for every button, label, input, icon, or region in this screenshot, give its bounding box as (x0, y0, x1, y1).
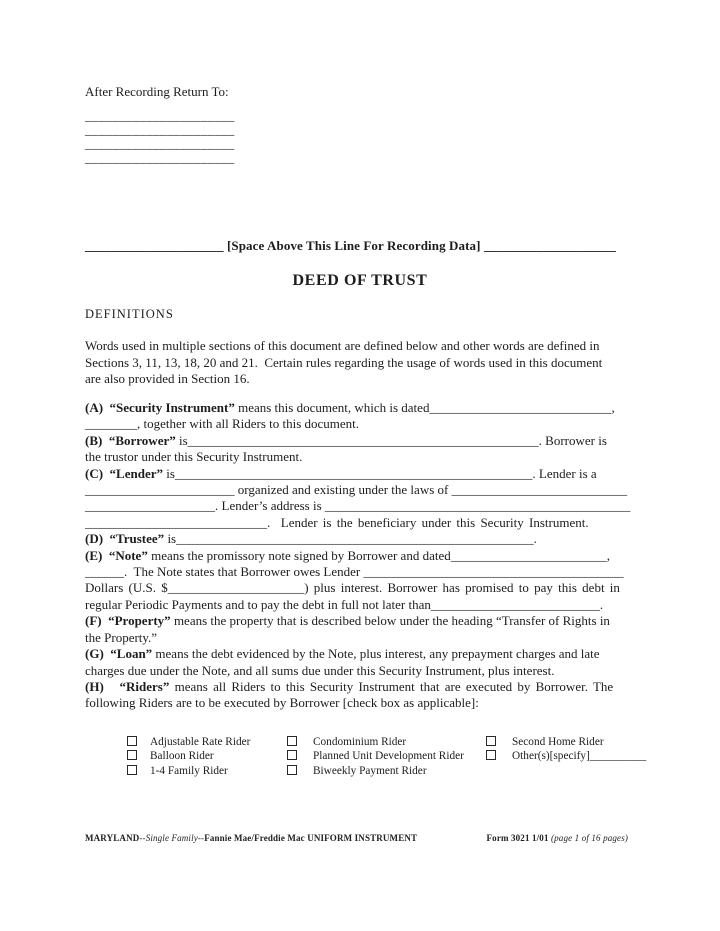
definition-line-a2 (85, 416, 647, 432)
rider-label: Adjustable Rate Rider (150, 736, 251, 748)
rider-row (486, 735, 646, 749)
return-to-block (85, 84, 235, 165)
definition-text: ________, together with all Riders to this document. (85, 416, 360, 432)
rider-row (127, 749, 250, 763)
recording-right-blank: ____________________ (483, 238, 616, 253)
footer-state: MARYLAND (85, 833, 140, 843)
footer-separator: -- (139, 833, 146, 843)
definition-term: (B) “Borrower” (85, 432, 176, 448)
rider-checkbox[interactable] (127, 750, 137, 760)
footer-family: Single Family (145, 833, 198, 843)
definition-line-e3 (85, 580, 647, 596)
definition-text: is_______________________________________________________. Lender is a (163, 465, 597, 481)
rider-checkbox[interactable] (486, 736, 496, 746)
blank-line: ______________________ (85, 150, 235, 165)
footer-form-name (85, 833, 417, 843)
footer-page-number: (page 1 of 16 pages) (548, 833, 628, 843)
definition-term: (A) “Security Instrument” (85, 400, 235, 415)
definition-line-c3 (85, 498, 647, 514)
rider-row (287, 749, 464, 763)
rider-row (287, 764, 464, 778)
footer-instrument: Fannie Mae/Freddie Mac UNIFORM INSTRUMENT (204, 833, 418, 843)
definition-term: (E) “Note” (85, 547, 148, 563)
definition-term: (C) “Lender” (85, 465, 163, 481)
definition-text: is______________________________________________________. Borrower is (175, 432, 607, 448)
definition-text: means the property that is described below under the heading “Transfer of Rights in (170, 613, 610, 629)
intro-line: are also provided in Section 16. (85, 371, 250, 387)
definition-line-c2 (85, 482, 647, 498)
page-title: DEED OF TRUST (292, 272, 428, 289)
rider-label: Balloon Rider (150, 750, 214, 763)
rider-row (287, 735, 464, 749)
intro-paragraph (85, 338, 647, 388)
definition-text: is_______________________________________________________. (164, 531, 537, 547)
rider-row (127, 735, 250, 749)
definitions-heading: DEFINITIONS (85, 307, 174, 321)
rider-checkbox[interactable] (287, 736, 297, 746)
definition-line-a1 (85, 400, 647, 416)
rider-column-2 (287, 735, 464, 778)
definition-term: (H) “Riders” (85, 678, 170, 694)
definition-line-h2 (85, 695, 647, 711)
definition-line-h1 (85, 679, 647, 695)
definition-line-d1 (85, 531, 647, 547)
definition-term: (F) “Property” (85, 613, 171, 629)
page-footer (85, 833, 628, 843)
definition-text: _______________________ organized and existing under the laws of ___________________________ (85, 482, 628, 498)
rider-checkbox[interactable] (127, 765, 137, 775)
definition-term: (D) “Trustee” (85, 531, 165, 547)
definition-text: the Property.” (85, 629, 158, 645)
rider-label: Condominium Rider (313, 736, 407, 748)
rider-checkbox[interactable] (287, 750, 297, 760)
blank-line: ______________________ (85, 108, 235, 123)
definition-text: Dollars (U.S. $_____________________) plus interest. Borrower has promised to pay this debt in (85, 580, 620, 596)
rider-checkbox[interactable] (486, 750, 496, 760)
definition-line-f2 (85, 630, 647, 646)
definition-text: ____________________. Lender’s address is _______________________________________________ (85, 498, 631, 514)
footer-separator: -- (197, 833, 205, 843)
rider-checkbox[interactable] (127, 736, 137, 746)
rider-label: Planned Unit Development Rider (313, 750, 464, 763)
rider-column-3 (486, 735, 646, 764)
definition-text: means the promissory note signed by Borrower and dated________________________, (147, 547, 610, 563)
definition-line-b1 (85, 433, 647, 449)
intro-line: Words used in multiple sections of this document are defined below and other words are defined in (85, 338, 600, 353)
recording-left-blank: _____________________ (85, 238, 224, 253)
rider-label: Biweekly Payment Rider (313, 764, 427, 777)
rider-column-1 (127, 735, 250, 778)
rider-label: 1-4 Family Rider (150, 764, 228, 777)
definition-line-e2 (85, 564, 647, 580)
rider-checkbox-grid (85, 735, 645, 783)
definition-text: following Riders are to be executed by Borrower [check box as applicable]: (85, 695, 479, 711)
rider-row (127, 764, 250, 778)
definition-text: ____________________________. Lender is the beneficiary under this Security Instrument. (85, 514, 589, 530)
definition-line-g2 (85, 663, 647, 679)
recording-data-rule (85, 238, 643, 254)
rider-label: Other(s)[specify]__________ (512, 750, 647, 763)
recording-data-label: [Space Above This Line For Recording Data] (226, 238, 481, 253)
definition-text: means all Riders to this Security Instrument that are executed by Borrower. The (169, 678, 614, 694)
definition-term: (G) “Loan” (85, 646, 153, 662)
footer-form-number (487, 833, 628, 843)
definition-text: means the debt evidenced by the Note, plus interest, any prepayment charges and late (152, 646, 600, 662)
definition-text: ______. The Note states that Borrower owes Lender ________________________________________ (85, 564, 624, 580)
definition-text: the trustor under this Security Instrument. (85, 449, 303, 465)
blank-line: ______________________ (85, 136, 235, 151)
rider-row (486, 749, 646, 763)
definitions-list (85, 400, 647, 712)
blank-line: ______________________ (85, 122, 235, 137)
return-to-label: After Recording Return To: (85, 84, 229, 99)
definition-line-f1 (85, 613, 647, 629)
return-to-blanks (85, 109, 235, 165)
definition-line-g1 (85, 646, 647, 662)
rider-label: Second Home Rider (512, 736, 604, 748)
footer-form-id: Form 3021 1/01 (486, 833, 549, 843)
definition-text: charges due under the Note, and all sums due under this Security Instrument, plus interest. (85, 662, 555, 678)
definition-text: regular Periodic Payments and to pay the debt in full not later than__________________________. (85, 596, 604, 612)
definition-line-b2 (85, 449, 647, 465)
definition-text: means this document, which is dated____________________________, (234, 400, 615, 415)
definition-line-c1 (85, 466, 647, 482)
intro-line: Sections 3, 11, 13, 18, 20 and 21. Certain rules regarding the usage of words used in this document (85, 354, 603, 370)
definition-line-c4 (85, 515, 647, 531)
definition-line-e1 (85, 548, 647, 564)
rider-checkbox[interactable] (287, 765, 297, 775)
definition-line-e4 (85, 597, 647, 613)
